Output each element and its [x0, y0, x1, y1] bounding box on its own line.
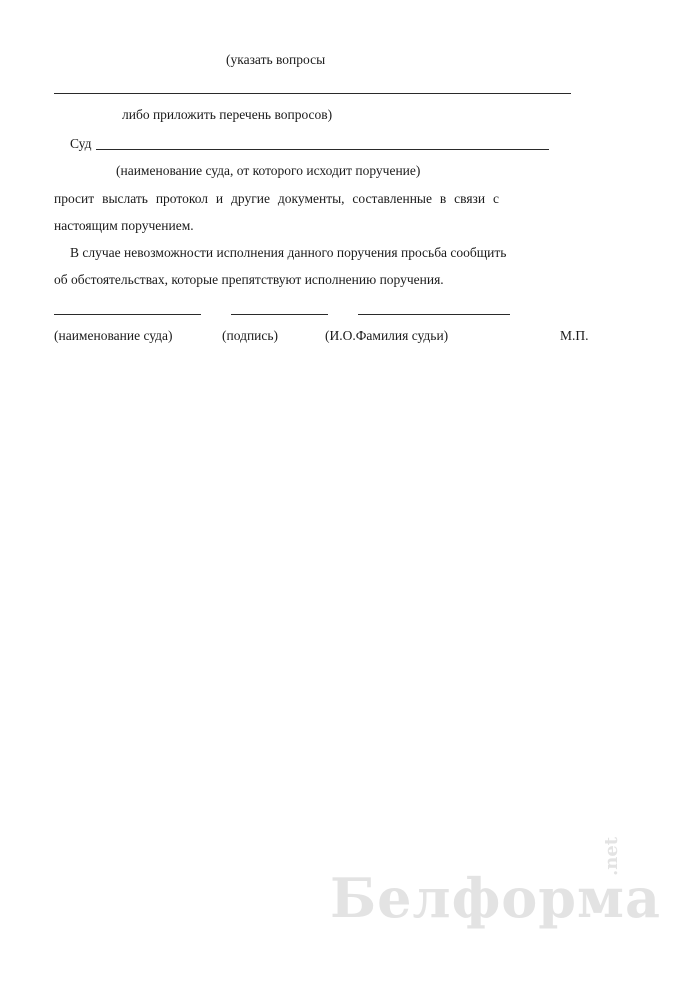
- court-prefix: Суд: [70, 136, 92, 151]
- seal-placeholder: М.П.: [560, 328, 589, 343]
- judge-name-caption: (И.О.Фамилия судьи): [325, 328, 449, 343]
- impossibility-text-line-1: В случае невозможности исполнения данного поручения просьба сообщить: [70, 245, 507, 260]
- watermark-main: Белформа: [330, 866, 661, 930]
- court-caption: (наименование суда, от которого исходит поручение): [116, 163, 421, 178]
- signature-caption: (подпись): [222, 328, 279, 343]
- impossibility-text-line-2: об обстоятельствах, которые препятствуют исполнению поручения.: [54, 272, 444, 287]
- signature-line: [231, 314, 328, 315]
- belforma-watermark: [330, 836, 670, 938]
- court-name-caption: (наименование суда): [54, 328, 173, 343]
- judge-name-line: [358, 314, 510, 315]
- court-name-signature-line: [54, 314, 201, 315]
- court-name-line: [96, 149, 549, 150]
- questions-label-continued: либо приложить перечень вопросов): [122, 107, 333, 122]
- watermark-suffix: .net: [601, 836, 622, 876]
- request-text-line-2: настоящим поручением.: [54, 218, 194, 233]
- questions-line: [54, 93, 571, 94]
- questions-label: (указать вопросы: [226, 52, 326, 67]
- request-text-line-1: просит выслать протокол и другие документы, составленные в связи с: [54, 191, 499, 206]
